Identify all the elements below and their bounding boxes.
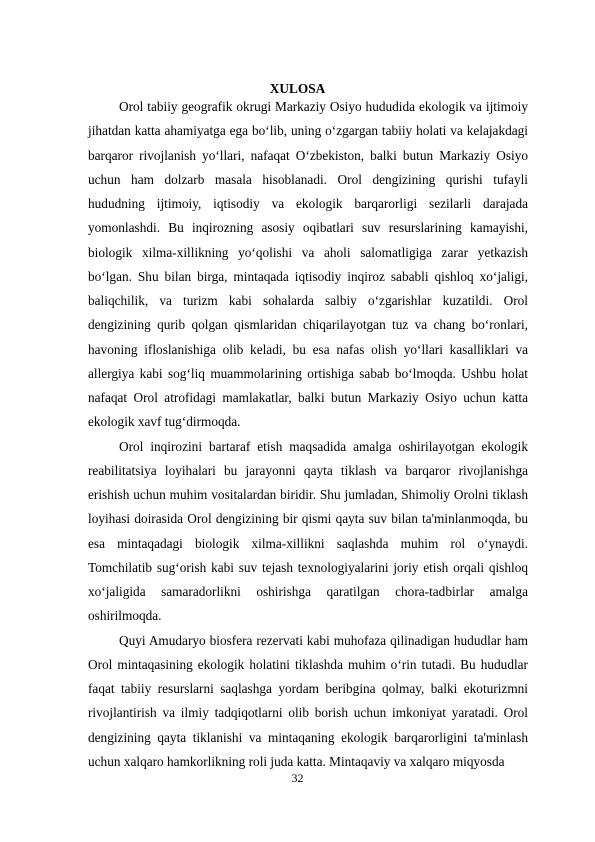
paragraph-2: Orol inqirozini bartaraf etish maqsadida amalga oshirilayotgan ekologik reabilitatsiya loyihalari bu jarayonni qayta tiklash va barqaror rivojlanishga erishish uchun muhim vositalardan biridir. Shu jumladan, Shimoliy Orolni tiklash loyihasi doirasida Orol dengizining bir qismi qayta suv bilan ta'minlanmoqda, bu esa mintaqadagi biologik xilma-xillikni saqlashda muhim rol o‘ynaydi. Tomchilatib sug‘orish kabi suv tejash texnologiyalarini joriy etish orqali qishloq xo‘jaligida samaradorlikni oshirishga qaratilgan chora-tadbirlar amalga oshirilmoqda. <box>88 438 528 624</box>
body-text <box>88 95 528 774</box>
page-number: 32 <box>291 771 304 785</box>
section-heading: XULOSA <box>269 81 326 96</box>
paragraph-1: Orol tabiiy geografik okrugi Markaziy Osiyo hududida ekologik va ijtimoiy jihatdan katta ahamiyatga ega bo‘lib, uning o‘zgargan tabiiy holati va kelajakdagi barqaror rivojlanish yo‘llari, nafaqat O‘zbekiston, balki butun Markaziy Osiyo uchun ham dolzarb masala hisoblanadi. Orol dengizining qurishi tufayli hududning ijtimoiy, iqtisodiy va ekologik barqarorligi sezilarli darajada yomonlashdi. Bu inqirozning asosiy oqibatlari suv resurslarining kamayishi, biologik xilma-xillikning yo‘qolishi va aholi salomatligiga zarar yetkazish bo‘lgan. Shu bilan birga, mintaqada iqtisodiy inqiroz sababli qishloq xo‘jaligi, baliqchilik, va turizm kabi sohalarda salbiy o‘zgarishlar kuzatildi. Orol dengizining qurib qolgan qismlaridan chiqarilayotgan tuz va chang bo‘ronlari, havoning ifloslanishiga olib keladi, bu esa nafas olish yo‘llari kasalliklari va allergiya kabi sog‘liq muammolarining ortishiga sabab bo‘lmoqda. Ushbu holat nafaqat Orol atrofidagi mamlakatlar, balki butun Markaziy Osiyo uchun katta ekologik xavf tug‘dirmoqda. <box>88 99 528 430</box>
paragraph-3: Quyi Amudaryo biosfera rezervati kabi muhofaza qilinadigan hududlar ham Orol mintaqasining ekologik holatini tiklashda muhim o‘rin tutadi. Bu hududlar faqat tabiiy resurslarni saqlashga yordam beribgina qolmay, balki ekoturizmni rivojlantirish va ilmiy tadqiqotlarni olib borish uchun imkoniyat yaratadi. Orol dengizining qayta tiklanishi va mintaqaning ekologik barqarorligini ta'minlash uchun xalqaro hamkorlikning roli juda katta. Mintaqaviy va xalqaro miqyosda <box>88 632 528 769</box>
